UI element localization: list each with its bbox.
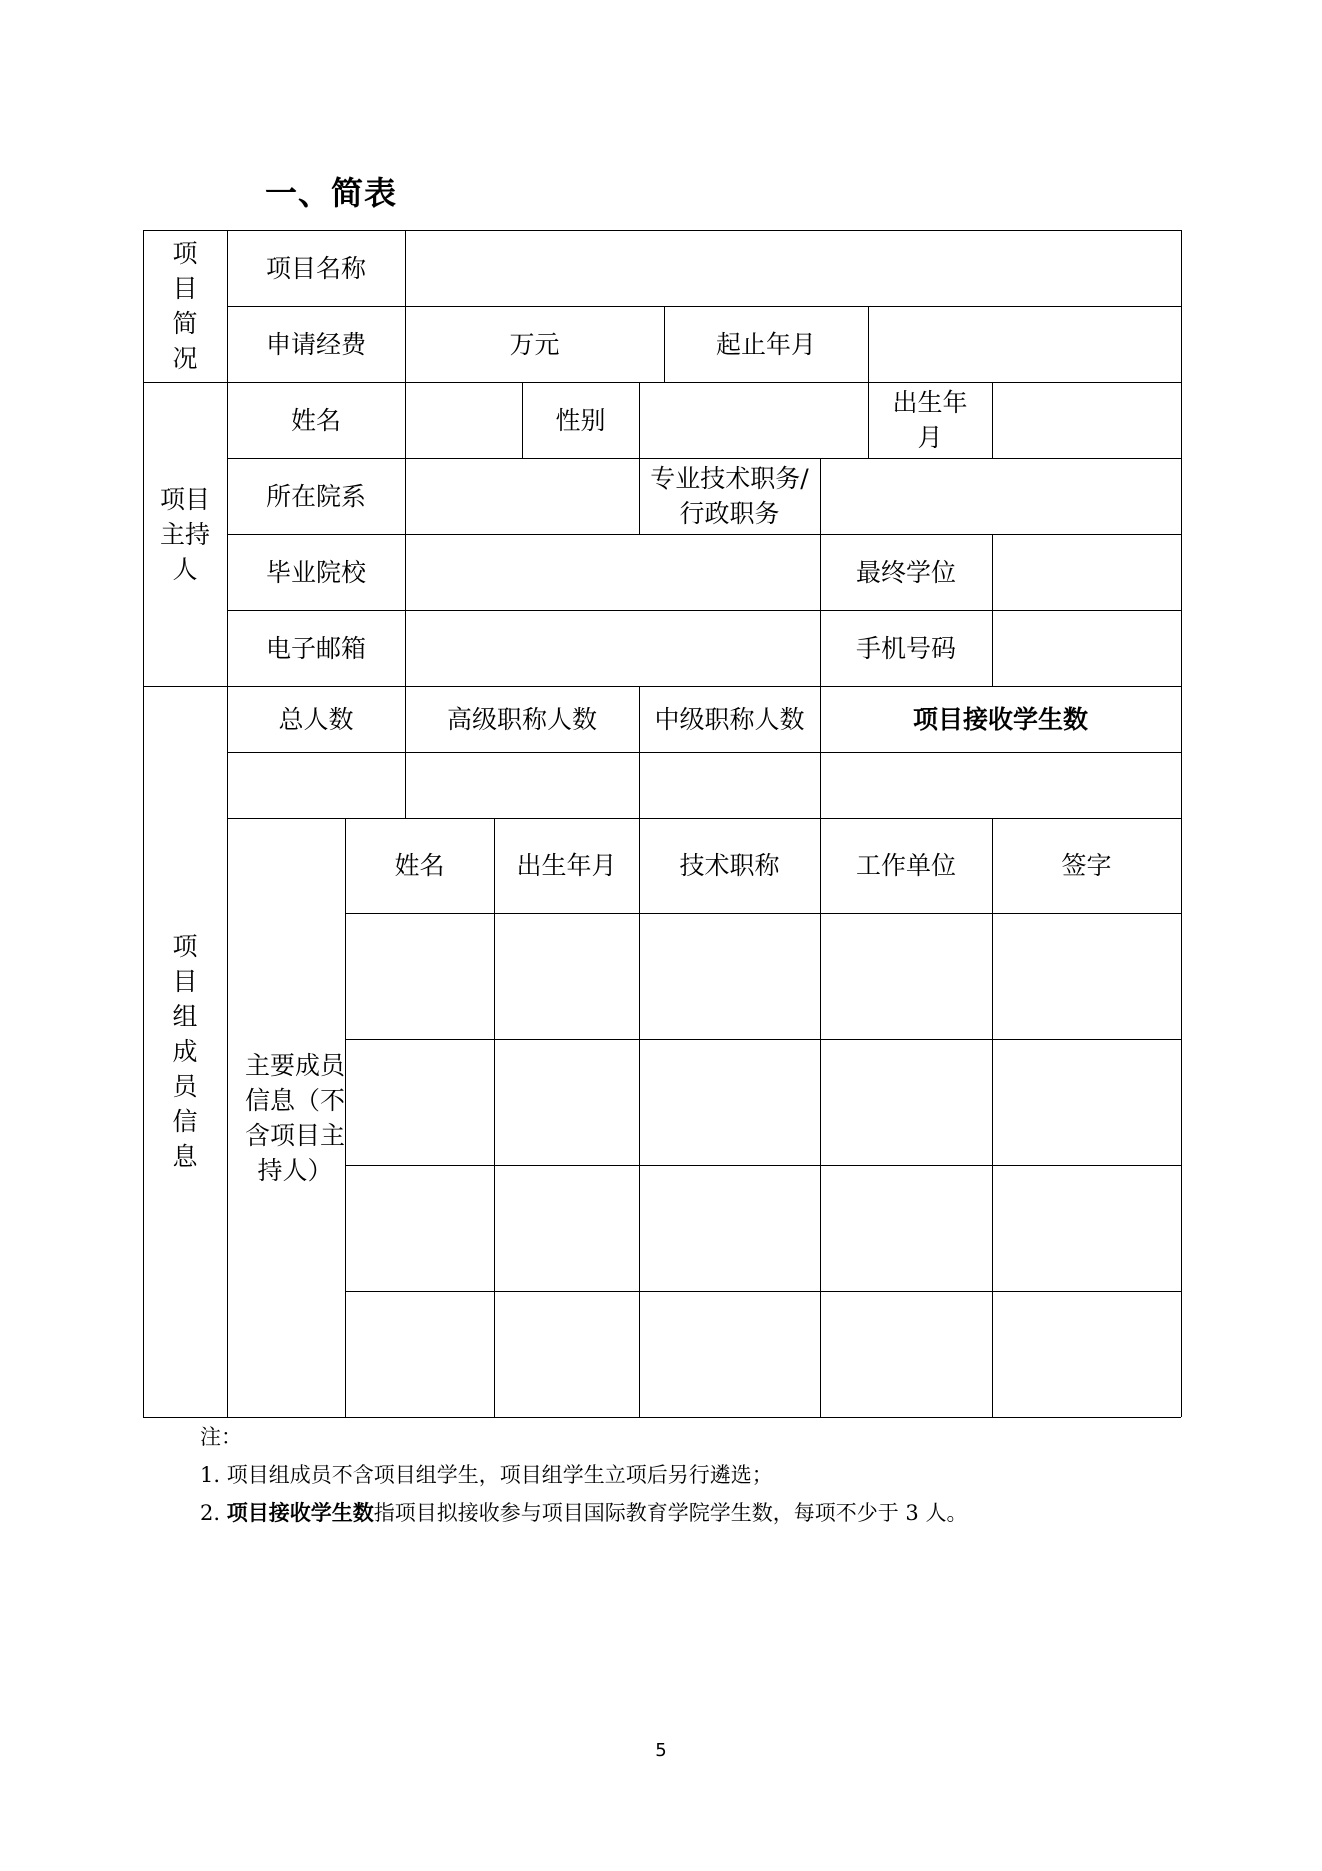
field-title-position[interactable]: [820, 458, 1181, 534]
field-phone[interactable]: [992, 610, 1181, 686]
note-number: 1.: [200, 1463, 221, 1487]
field-students[interactable]: [820, 752, 1181, 818]
field-gender[interactable]: [639, 382, 868, 458]
field-senior[interactable]: [405, 752, 639, 818]
field-email[interactable]: [405, 610, 820, 686]
label-school: 毕业院校: [265, 557, 366, 587]
notes-heading: 注：: [200, 1425, 242, 1449]
table-rule: [639, 458, 640, 534]
field-department[interactable]: [405, 458, 639, 534]
label-students: 项目接收学生数: [912, 704, 1088, 734]
note-item-1: [200, 1456, 967, 1494]
note-text: 指项目拟接收参与项目国际教育学院学生数，每项不少于 3 人。: [373, 1501, 968, 1525]
section-title: 一、简表: [265, 174, 398, 212]
section-label-overview: 项目简况: [172, 239, 198, 373]
section-label-host: 项目主持人: [160, 484, 211, 584]
label-title-position: 专业技术职务/行政职务: [650, 464, 809, 528]
label-department: 所在院系: [265, 481, 366, 511]
label-birth: 出生年月: [892, 388, 968, 452]
label-senior: 高级职称人数: [446, 704, 597, 734]
member-col-title: 技术职称: [679, 851, 780, 880]
label-gender: 性别: [555, 405, 606, 435]
member-row-2[interactable]: [345, 1039, 1181, 1165]
label-funding: 申请经费: [265, 329, 366, 359]
label-total: 总人数: [278, 704, 354, 734]
notes: [200, 1418, 967, 1532]
note-number: 2.: [200, 1501, 221, 1525]
label-phone: 手机号码: [855, 633, 956, 663]
member-row-4[interactable]: [345, 1291, 1181, 1417]
label-middle: 中级职称人数: [654, 704, 805, 734]
member-row-3[interactable]: [345, 1165, 1181, 1291]
member-col-birth: 出生年月: [516, 851, 617, 880]
label-email: 电子邮箱: [265, 633, 366, 663]
section-label-members: 主要成员信息（不含项目主持人）: [244, 1050, 345, 1185]
field-project-name[interactable]: [405, 230, 1181, 306]
member-col-workplace: 工作单位: [855, 851, 956, 880]
table-border-right: [1181, 230, 1182, 1417]
member-row-1[interactable]: [345, 913, 1181, 1039]
table-rule: [868, 382, 869, 458]
field-name[interactable]: [405, 382, 522, 458]
note-text: 项目组成员不含项目组学生，项目组学生立项后另行遴选；: [226, 1463, 773, 1487]
field-birth[interactable]: [992, 382, 1181, 458]
funding-unit: 万元: [509, 329, 560, 359]
note-item-2: [200, 1494, 967, 1532]
field-degree[interactable]: [992, 534, 1181, 610]
member-col-name: 姓名: [394, 851, 445, 880]
label-period: 起止年月: [715, 329, 816, 359]
field-middle[interactable]: [639, 752, 820, 818]
member-col-signature: 签字: [1061, 851, 1112, 880]
field-school[interactable]: [405, 534, 820, 610]
section-label-team: 项目组成员信息: [172, 932, 198, 1171]
field-period[interactable]: [868, 306, 1181, 382]
note-bold-term: 项目接收学生数: [226, 1501, 374, 1525]
label-project-name: 项目名称: [265, 253, 366, 283]
page-number: 5: [655, 1740, 667, 1761]
label-name: 姓名: [290, 405, 341, 435]
field-total[interactable]: [227, 752, 405, 818]
label-degree: 最终学位: [855, 557, 956, 587]
